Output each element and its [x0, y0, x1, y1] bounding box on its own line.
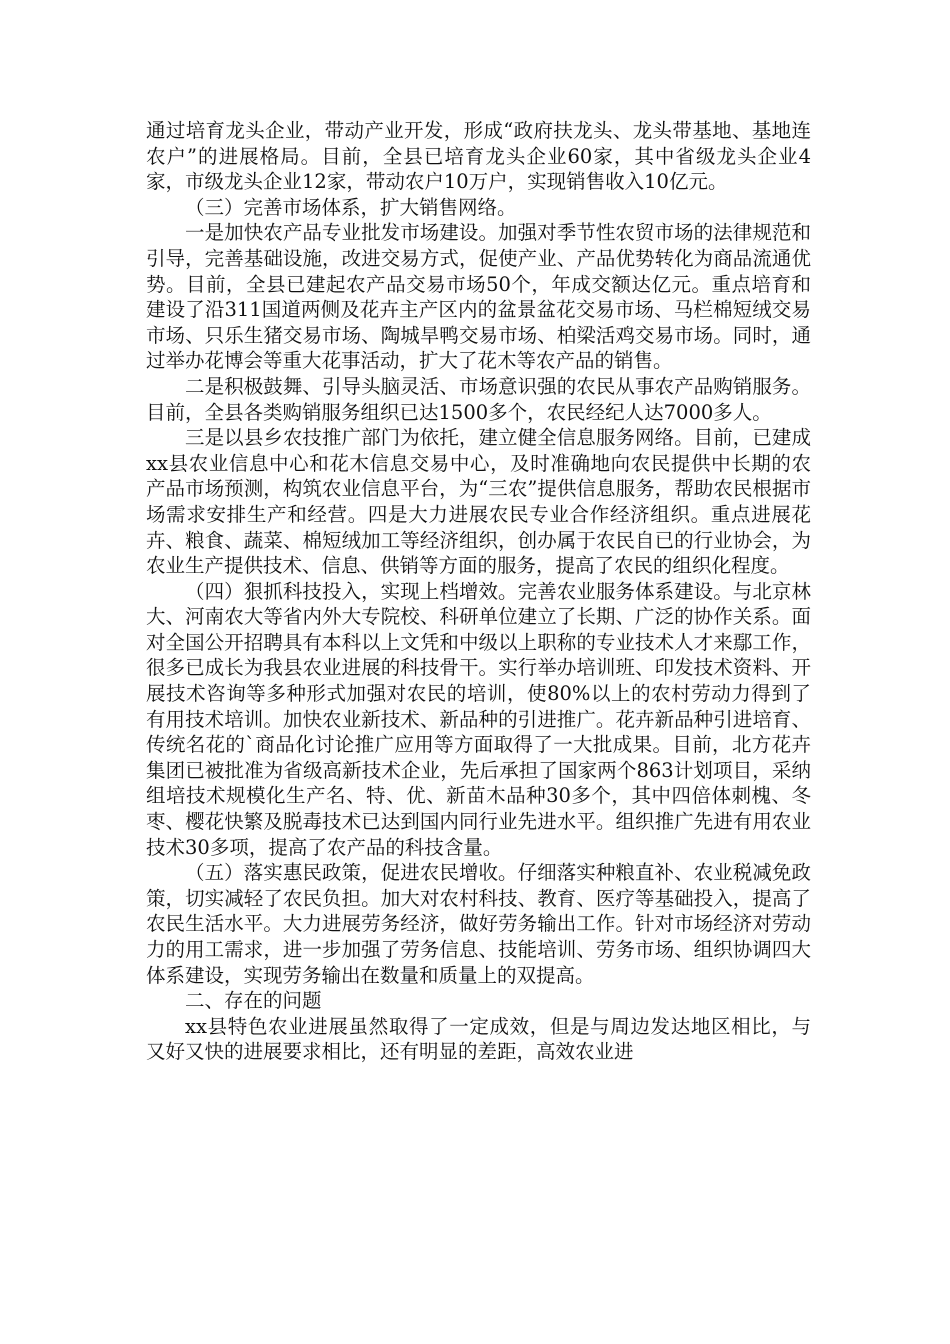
heading-existing-problems: 二、存在的问题	[185, 989, 322, 1013]
paragraph-farmer-brokers: 二是积极鼓舞、引导头脑灵活、市场意识强的农民从事农产品购销服务。目前，全县各类购销服务组织已达1500多个，农民经纪人达7000多人。	[146, 374, 811, 424]
paragraph-information-network: 三是以县乡农技推广部门为依托，建立健全信息服务网络。目前，已建成xx县农业信息中心和花木信息交易中心，及时准确地向农民提供中长期的农产品市场预测，构筑农业信息平台，为“三农”提供信息服务，帮助农民根据市场需求安排生产和经营。四是大力进展农民专业合作经济组织。重点进展花卉、粮食、蔬菜、棉短绒加工等经济组织，创办属于农民自已的行业协会，为农业生产提供技术、信息、供销等方面的服务，提高了农民的组织化程度。	[146, 426, 811, 578]
paragraph-problems-intro: xx县特色农业进展虽然取得了一定成效，但是与周边发达地区相比，与又好又快的进展要求相比，还有明显的差距，高效农业进	[146, 1014, 811, 1064]
document-page	[146, 118, 811, 1065]
paragraph-wholesale-markets: 一是加快农产品专业批发市场建设。加强对季节性农贸市场的法律规范和引导，完善基础设施，改进交易方式，促使产业、产品优势转化为商品流通优势。目前，全县已建起农产品交易市场50个，年成交额达亿元。重点培育和建设了沿311国道两侧及花卉主产区内的盆景盆花交易市场、马栏棉短绒交易市场、只乐生猪交易市场、陶城旱鸭交易市场、柏梁活鸡交易市场。同时，通过举办花博会等重大花事活动，扩大了花木等农产品的销售。	[146, 221, 811, 373]
heading-market-system: （三）完善市场体系，扩大销售网络。	[185, 195, 517, 219]
paragraph-technology-investment: （四）狠抓科技投入，实现上档增效。完善农业服务体系建设。与北京林大、河南农大等省内外大专院校、科研单位建立了长期、广泛的协作关系。面对全国公开招聘具有本科以上文凭和中级以上职称的专业技术人才来鄢工作，很多已成长为我县农业进展的科技骨干。实行举办培训班、印发技术资料、开展技术咨询等多种形式加强对农民的培训，使80%以上的农村劳动力得到了有用技术培训。加快农业新技术、新品种的引进推广。花卉新品种引进培育、传统名花的`商品化讨论推广应用等方面取得了一大批成果。目前，北方花卉集团已被批准为省级高新技术企业，先后承担了国家两个863计划项目，采纳组培技术规模化生产名、特、优、新苗木品种30多个，其中四倍体刺槐、冬枣、樱花快繁及脱毒技术已达到国内同行业先进水平。组织推广先进有用农业技术30多项，提高了农产品的科技含量。	[146, 579, 811, 859]
paragraph-benefit-policies: （五）落实惠民政策，促进农民增收。仔细落实种粮直补、农业税减免政策，切实减轻了农民负担。加大对农村科技、教育、医疗等基础投入，提高了农民生活水平。大力进展劳务经济，做好劳务输出工作。针对市场经济对劳动力的用工需求，进一步加强了劳务信息、技能培训、劳务市场、组织协调四大体系建设，实现劳务输出在数量和质量上的双提高。	[146, 861, 811, 987]
paragraph-leading-enterprises: 通过培育龙头企业，带动产业开发，形成“政府扶龙头、龙头带基地、基地连农户”的进展格局。目前，全县已培育龙头企业60家，其中省级龙头企业4家，市级龙头企业12家，带动农户10万户，实现销售收入10亿元。	[146, 119, 811, 194]
